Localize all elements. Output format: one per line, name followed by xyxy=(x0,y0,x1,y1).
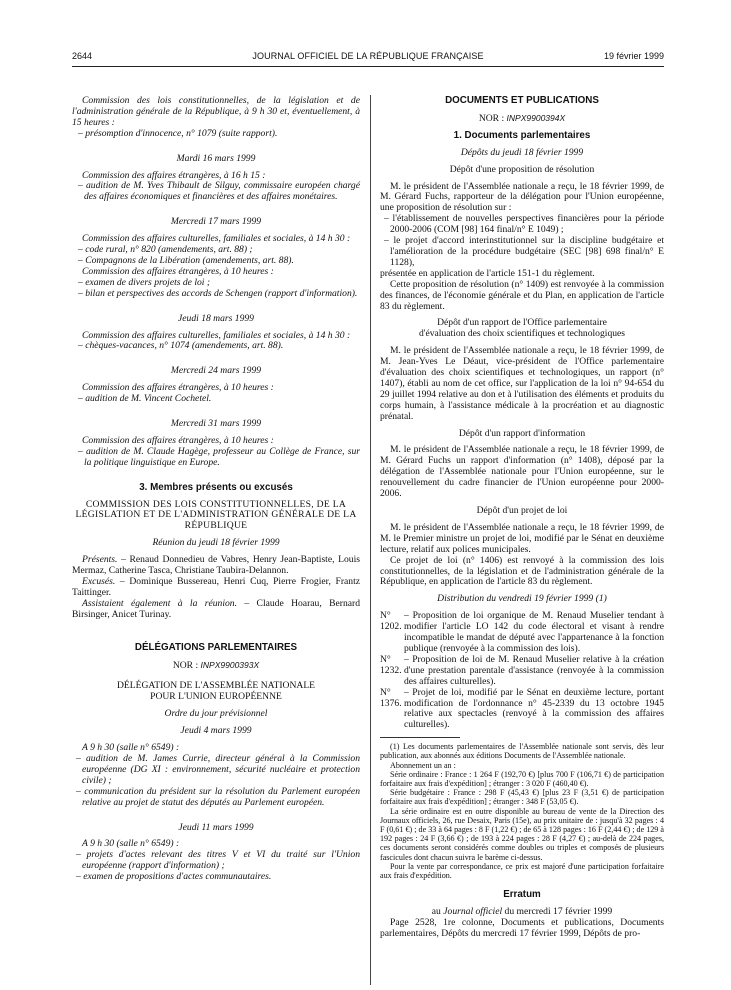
erratum-sub-pre: au xyxy=(431,906,444,918)
erratum-text: Page 2528, 1re colonne, Documents et publications, Documents parlementaires, Dépôts du mercredi 17 février 1999, Dépôts de pro- xyxy=(380,917,664,939)
paragraph: M. le président de l'Assemblée nationale a reçu, le 18 février 1999, de M. Gérard Fuchs un rapport d'information (n° 1408), déposé par la délégation de l'Assemblée nationale pour l'Union européenne, sur le renouvellement du cadre financier de l'Union européenne pour 2000-2006. xyxy=(380,444,664,500)
footnote-text: Série budgétaire : France : 298 F (45,43 €) [plus 23 F (3,51 €) de participation forfaitaire aux frais d'expédition] ; étranger : 348 F (53,05 €). xyxy=(380,788,664,807)
commission-heading: Commission des affaires étrangères, à 16 h 15 : xyxy=(82,169,266,181)
paragraph: présentée en application de l'article 151-1 du règlement. xyxy=(380,267,595,279)
assistaient-label: Assistaient également à la réunion. xyxy=(82,597,237,609)
erratum-heading: Erratum xyxy=(503,889,541,901)
list-item xyxy=(380,688,664,732)
subsection-title: Dépôt d'un rapport d'information xyxy=(458,427,586,439)
right-column xyxy=(380,96,664,940)
agenda-item: – audition de M. Yves Thibault de Silguy, commissaire européen chargé des affaires économiques et financières et des affaires monétaires. xyxy=(78,180,360,203)
running-header xyxy=(72,51,664,65)
issue-date: 19 février 1999 xyxy=(603,51,664,61)
subsection-title: d'évaluation des choix scientifiques et technologiques xyxy=(418,328,626,340)
item-number: N° 1376. xyxy=(380,686,402,709)
agenda-item: – présomption d'innocence, n° 1079 (suite rapport). xyxy=(78,127,278,139)
excuses-paragraph xyxy=(72,577,360,599)
header-rule xyxy=(72,66,664,67)
agenda-item: – Compagnons de la Libération (amendements, art. 88). xyxy=(78,254,294,266)
room-heading: A 9 h 30 (salle n° 6549) : xyxy=(82,742,180,754)
nor-label: NOR : xyxy=(172,659,201,671)
assistaient-paragraph xyxy=(72,599,360,621)
assistaient-names: – Claude Hoarau, Bernard Birsinger, Anicet Turinay. xyxy=(72,597,360,620)
erratum-sub-post: du mercredi 17 février 1999 xyxy=(502,906,613,918)
subsection-title: Dépôt d'un rapport de l'Office parlementaire xyxy=(437,317,607,329)
footnote-text: La série ordinaire est en outre disponible au bureau de vente de la Direction des Journaux officiels, 26, rue Desaix, Paris (15e), au prix unitaire de : jusqu'à 32 pages : 4 F (0,61 €) ; de 33 à 64 pages : 8 F (1,22 €) ; de 65 à 128 pages : 16 F (2,44 €) ; de 129 à 192 pages : 24 F (3,66 €) ; de 193 à 224 pages : 28 F (4,27 €) ; au-delà de 224 pages, ces documents seront considérés comme doubles ou triples et composés de plusieurs fascicules dont chacun suivra le barème ci-dessus. xyxy=(380,806,664,862)
agenda-title: Ordre du jour prévisionnel xyxy=(164,708,268,720)
column-divider xyxy=(370,95,371,985)
footnote-rule xyxy=(380,737,460,738)
commission-title: COMMISSION DES LOIS CONSTITUTIONNELLES, DE LA LÉGISLATION ET DE L'ADMINISTRATION GÉNÉRALE DE LA RÉPUBLIQUE xyxy=(75,498,357,532)
date-heading: Jeudi 4 mars 1999 xyxy=(180,725,252,737)
delegation-title: DÉLÉGATION DE L'ASSEMBLÉE NATIONALE xyxy=(116,680,316,692)
date-heading: Jeudi 11 mars 1999 xyxy=(178,821,254,833)
footnote-text: Série ordinaire : France : 1 264 F (192,70 €) [plus 700 F (106,71 €) de participation forfaitaire aux frais d'expédition] ; étranger : 3 020 F (460,40 €). xyxy=(380,769,664,789)
footnote-text: (1) Les documents parlementaires de l'Assemblée nationale sont servis, dès leur publication, aux abonnés aux éditions Documents de l'Assemblée nationale. xyxy=(380,742,664,761)
commission-heading: Commission des affaires étrangères, à 10 heures : xyxy=(82,265,274,277)
commission-heading: Commission des affaires étrangères, à 10 heures : xyxy=(82,434,274,446)
agenda-item: – examen de divers projets de loi ; xyxy=(78,276,211,288)
item-text: – Proposition de loi organique de M. Renaud Muselier tendant à modifier l'article LO 142 du code électoral et visant à rendre incompatible le mandat de député avec l'appartenance à la fonction publique (renvoyée à la commission des lois). xyxy=(404,610,664,654)
date-heading: Jeudi 18 mars 1999 xyxy=(178,312,254,324)
agenda-item: – projets d'actes relevant des titres V et VI du traité sur l'Union européenne (rapport d'information) ; xyxy=(76,849,360,872)
nor-reference xyxy=(72,660,360,672)
section-heading: 3. Membres présents ou excusés xyxy=(139,481,293,493)
paragraph: M. le président de l'Assemblée nationale a reçu, le 18 février 1999, de M. le Premier ministre un projet de loi, modifié par le Sénat en deuxième lecture, relatif aux polices municipales. xyxy=(380,521,664,555)
agenda-item: – examen de propositions d'actes communautaires. xyxy=(76,871,272,883)
room-heading: A 9 h 30 (salle n° 6549) : xyxy=(82,838,180,850)
list-item xyxy=(380,655,664,688)
presents-paragraph xyxy=(72,555,360,577)
item-number: N° 1202. xyxy=(380,610,402,633)
list-item: – l'établissement de nouvelles perspectives financières pour la période 2000-2006 (COM [98] 164 final/n° E 1049) ; xyxy=(384,213,664,236)
delegation-title: POUR L'UNION EUROPÉENNE xyxy=(150,691,282,703)
paragraph: M. le président de l'Assemblée nationale a reçu, le 18 février 1999, de M. Gérard Fuchs, rapporteur de la délégation pour l'Union européenne, une proposition de résolution sur : xyxy=(380,180,664,214)
paragraph: Cette proposition de résolution (n° 1409) est renvoyée à la commission des finances, de l'économie générale et du Plan, en application de l'article 83 du règlement. xyxy=(380,278,664,312)
distribution-date: Distribution du vendredi 19 février 1999 (1) xyxy=(437,593,607,605)
footnote xyxy=(380,742,664,880)
subsection-title: Dépôt d'un projet de loi xyxy=(476,505,568,516)
item-text: – Proposition de loi de M. Renaud Muselier relative à la création d'une prestation parentale d'assistance (renvoyée à la commission des affaires culturelles). xyxy=(404,653,664,687)
agenda-item: – audition de M. James Currie, directeur général à la Commission européenne (DG XI : environnement, sécurité nucléaire et protection civile) ; xyxy=(76,752,360,786)
presents-label: Présents. xyxy=(82,554,118,566)
commission-heading: Commission des affaires culturelles, familiales et sociales, à 14 h 30 : xyxy=(82,329,351,341)
footnote-text: Pour la vente par correspondance, ce prix est majoré d'une participation forfaitaire aux frais d'expédition. xyxy=(380,861,664,881)
agenda-item: – audition de M. Claude Hagège, professeur au Collège de France, sur la politique linguistique en Europe. xyxy=(78,445,360,468)
depots-date: Dépôts du jeudi 18 février 1999 xyxy=(460,146,584,158)
subsection-title: Dépôt d'une proposition de résolution xyxy=(449,163,595,175)
item-number: N° 1232. xyxy=(380,653,402,676)
date-heading: Mercredi 24 mars 1999 xyxy=(170,365,262,377)
agenda-item: – audition de M. Vincent Cochetel. xyxy=(78,393,212,405)
list-item xyxy=(380,611,664,655)
delegations-heading: DÉLÉGATIONS PARLEMENTAIRES xyxy=(134,641,298,653)
date-heading: Mercredi 31 mars 1999 xyxy=(170,418,262,430)
commission-heading: Commission des affaires culturelles, familiales et sociales, à 14 h 30 : xyxy=(82,233,351,245)
journal-title: JOURNAL OFFICIEL DE LA RÉPUBLIQUE FRANÇAISE xyxy=(252,51,484,61)
left-column xyxy=(72,96,360,883)
excuses-label: Excusés. xyxy=(82,576,116,587)
presents-names: – Renaud Donnedieu de Vabres, Henry Jean-Baptiste, Louis Mermaz, Catherine Tasca, Christiane Taubira-Delannon. xyxy=(72,554,360,577)
reunion-date: Réunion du jeudi 18 février 1999 xyxy=(152,537,280,549)
agenda-item: – chèques-vacances, n° 1074 (amendements, art. 88). xyxy=(78,340,284,352)
agenda-item: – communication du président sur la résolution du Parlement européen relative au projet de statut des députés au Parlement européen. xyxy=(76,785,360,808)
nor-reference xyxy=(380,113,664,125)
date-heading: Mardi 16 mars 1999 xyxy=(176,152,256,164)
list-item: – le projet d'accord interinstitutionnel sur la discipline budgétaire et l'amélioration de la procédure budgétaire (SEC [98] 698 final/n° E 1128), xyxy=(384,235,664,268)
item-text: – Projet de loi, modifié par le Sénat en deuxième lecture, portant modification de l'ordonnance n° 45-2339 du 13 octobre 1945 relative aux spectacles (renvoyé à la commission des affaires culturelles). xyxy=(404,686,664,731)
paragraph: M. le président de l'Assemblée nationale a reçu, le 18 février 1999, de M. Jean-Yves Le Déaut, vice-président de l'Office parlementaire d'évaluation des choix scientifiques et technologiques, un rapport (n° 1407), établi au nom de cet office, sur l'application de la loi n° 94-654 du 29 juillet 1994 relative au don et à l'utilisation des éléments et produits du corps humain, à l'assistance médicale à la procréation et au diagnostic prénatal. xyxy=(380,345,664,422)
nor-code: INPX9900393X xyxy=(200,659,260,670)
section-heading: 1. Documents parlementaires xyxy=(453,129,591,141)
agenda-item: – bilan et perspectives des accords de Schengen (rapport d'information). xyxy=(78,287,358,299)
documents-heading: DOCUMENTS ET PUBLICATIONS xyxy=(445,95,599,106)
excuses-names: – Dominique Bussereau, Henri Cuq, Pierre Frogier, Frantz Taittinger. xyxy=(72,576,360,598)
agenda-item: – code rural, n° 820 (amendements, art. 88) ; xyxy=(78,244,253,256)
journal-name: Journal officiel xyxy=(443,906,503,918)
nor-code: INPX9900394X xyxy=(506,112,566,123)
paragraph: Ce projet de loi (n° 1406) est renvoyé à la commission des lois constitutionnelles, de la législation et de l'administration générale de la République, en application de l'article 83 du règlement. xyxy=(380,554,664,588)
nor-label: NOR : xyxy=(478,112,507,124)
date-heading: Mercredi 17 mars 1999 xyxy=(170,216,262,228)
commission-heading: Commission des affaires étrangères, à 10 heures : xyxy=(82,382,274,394)
commission-heading: Commission des lois constitutionnelles, de la législation et de l'administration générale de la République, à 9 h 30 et, éventuellement, à 15 heures : xyxy=(72,95,360,128)
page-number: 2644 xyxy=(72,51,93,61)
footnote-text: Abonnement un an : xyxy=(390,760,456,770)
